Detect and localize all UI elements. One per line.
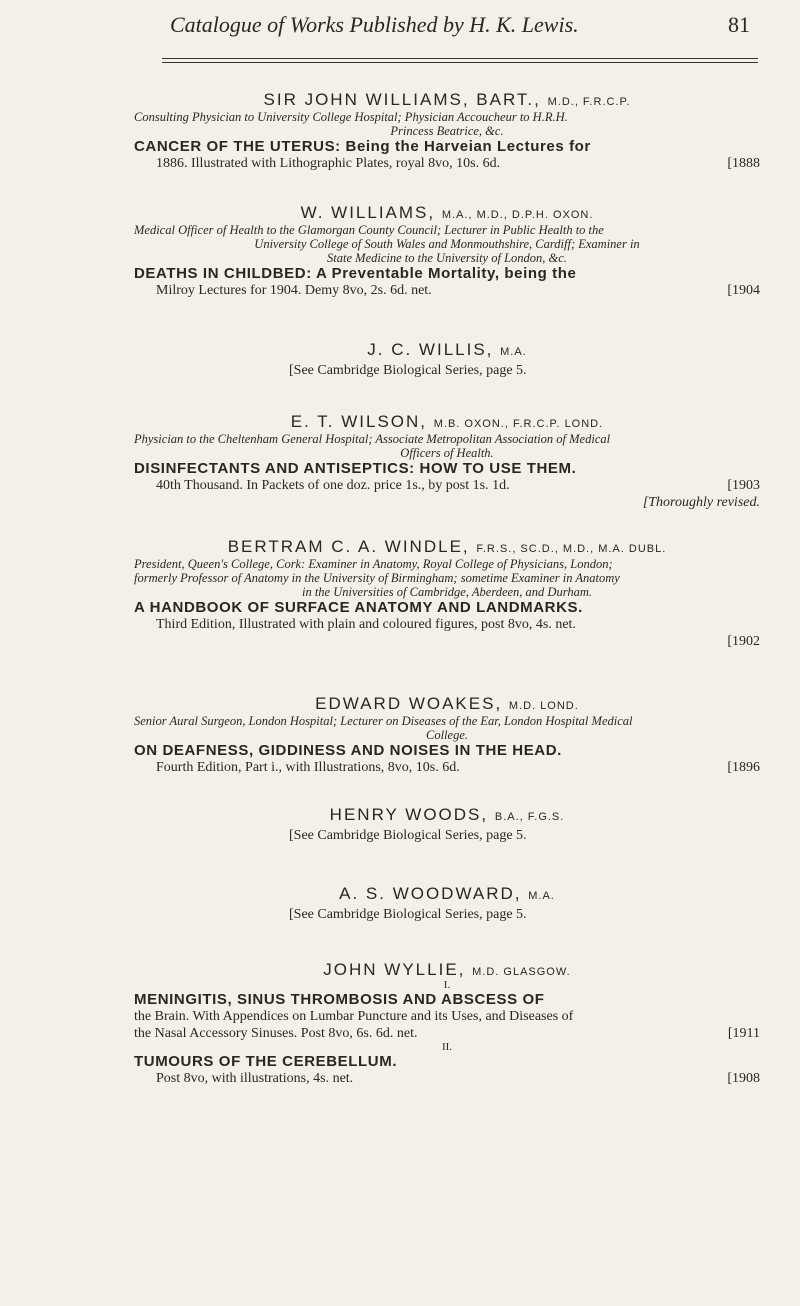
book-title: MENINGITIS, SINUS THROMBOSIS AND ABSCESS OF — [134, 991, 545, 1008]
author-bio: University College of South Wales and Monmouthshire, Cardiff; Examiner in — [254, 237, 640, 251]
author-bio: State Medicine to the University of London, &c. — [327, 251, 567, 265]
author-bio: Medical Officer of Health to the Glamorgan County Council; Lecturer in Public Health to the — [134, 223, 604, 237]
book-details: Fourth Edition, Part i., with Illustrations, 8vo, 10s. 6d. [1896 — [156, 760, 760, 775]
revision-note: [Thoroughly revised. — [642, 495, 760, 510]
header-rule-2 — [162, 62, 758, 63]
entry-wilson — [134, 412, 760, 511]
book-title: TUMOURS OF THE CEREBELLUM. — [134, 1053, 398, 1070]
author-name: J. C. WILLIS, M.A. — [367, 340, 527, 359]
page-number: 81 — [728, 12, 750, 37]
book-details: Post 8vo, with illustrations, 4s. net. [1908 — [156, 1071, 760, 1086]
entry-woodward — [134, 884, 760, 923]
book-details: Milroy Lectures for 1904. Demy 8vo, 2s. 6d. net. [1904 — [156, 283, 760, 298]
author-name: SIR JOHN WILLIAMS, BART., M.D., F.R.C.P. — [263, 90, 631, 109]
author-bio: Physician to the Cheltenham General Hospital; Associate Metropolitan Association of Medical — [134, 432, 611, 446]
cross-reference: [See Cambridge Biological Series, page 5. — [289, 828, 527, 843]
author-bio: Officers of Health. — [400, 446, 494, 460]
author-name: HENRY WOODS, B.A., F.G.S. — [329, 805, 565, 824]
book-details: the Brain. With Appendices on Lumbar Puncture and its Uses, and Diseases of — [134, 1009, 574, 1024]
author-name: W. WILLIAMS, M.A., M.D., D.P.H. OXON. — [300, 203, 594, 222]
author-bio: Senior Aural Surgeon, London Hospital; Lecturer on Diseases of the Ear, London Hospital Medical — [134, 714, 633, 728]
pub-year: [1903 — [727, 478, 760, 493]
book-details: the Nasal Accessory Sinuses. Post 8vo, 6s. 6d. net. [1911 — [134, 1026, 760, 1041]
author-name: A. S. WOODWARD, M.A. — [339, 884, 555, 903]
pub-year: [1908 — [727, 1071, 760, 1086]
pub-year: [1896 — [727, 760, 760, 775]
header-rule — [162, 58, 758, 59]
entry-woakes — [134, 694, 760, 776]
pub-year: [1911 — [727, 1026, 760, 1041]
cross-reference: [See Cambridge Biological Series, page 5. — [289, 907, 527, 922]
author-bio: Princess Beatrice, &c. — [390, 124, 504, 138]
cross-reference: [See Cambridge Biological Series, page 5. — [289, 363, 527, 378]
entry-williams-john — [134, 90, 760, 172]
book-title: A HANDBOOK OF SURFACE ANATOMY AND LANDMARKS. — [134, 599, 583, 616]
book-title: DEATHS IN CHILDBED: A Preventable Mortality, being the — [134, 265, 577, 282]
book-details: 40th Thousand. In Packets of one doz. price 1s., by post 1s. 1d. [1903 — [156, 478, 760, 493]
book-title: ON DEAFNESS, GIDDINESS AND NOISES IN THE HEAD. — [134, 742, 562, 759]
author-bio: Consulting Physician to University College Hospital; Physician Accoucheur to H.R.H. — [134, 110, 568, 124]
entry-woods — [134, 805, 760, 844]
running-header — [170, 12, 750, 52]
pub-year: [1888 — [727, 156, 760, 171]
entry-windle — [134, 537, 760, 650]
book-details: Third Edition, Illustrated with plain and coloured figures, post 8vo, 4s. net. — [156, 617, 576, 632]
header-title: Catalogue of Works Published by H. K. Lewis. — [170, 12, 579, 37]
author-bio: in the Universities of Cambridge, Aberdeen, and Durham. — [301, 585, 593, 599]
book-details: 1886. Illustrated with Lithographic Plates, royal 8vo, 10s. 6d. [1888 — [156, 156, 760, 171]
author-bio: President, Queen's College, Cork: Examiner in Anatomy, Royal College of Physicians, London; — [134, 557, 613, 571]
pub-year: [1902 — [727, 634, 760, 649]
author-bio: formerly Professor of Anatomy in the University of Birmingham; sometime Examiner in Anatomy — [134, 571, 620, 585]
entry-wyllie — [134, 960, 760, 1087]
author-name: EDWARD WOAKES, M.D. LOND. — [315, 694, 579, 713]
entry-williams-w — [134, 203, 760, 299]
book-title: DISINFECTANTS AND ANTISEPTICS: HOW TO USE THEM. — [134, 460, 577, 477]
volume-number: II. — [441, 1041, 453, 1053]
entry-willis — [134, 340, 760, 379]
author-name: BERTRAM C. A. WINDLE, F.R.S., SC.D., M.D., M.A. DUBL. — [227, 537, 667, 556]
volume-number: I. — [443, 979, 451, 991]
book-title: CANCER OF THE UTERUS: Being the Harveian Lectures for — [134, 138, 591, 155]
author-bio: College. — [425, 728, 468, 742]
pub-year: [1904 — [727, 283, 760, 298]
author-name: E. T. WILSON, M.B. OXON., F.R.C.P. LOND. — [290, 412, 604, 431]
author-name: JOHN WYLLIE, M.D. GLASGOW. — [323, 960, 571, 979]
